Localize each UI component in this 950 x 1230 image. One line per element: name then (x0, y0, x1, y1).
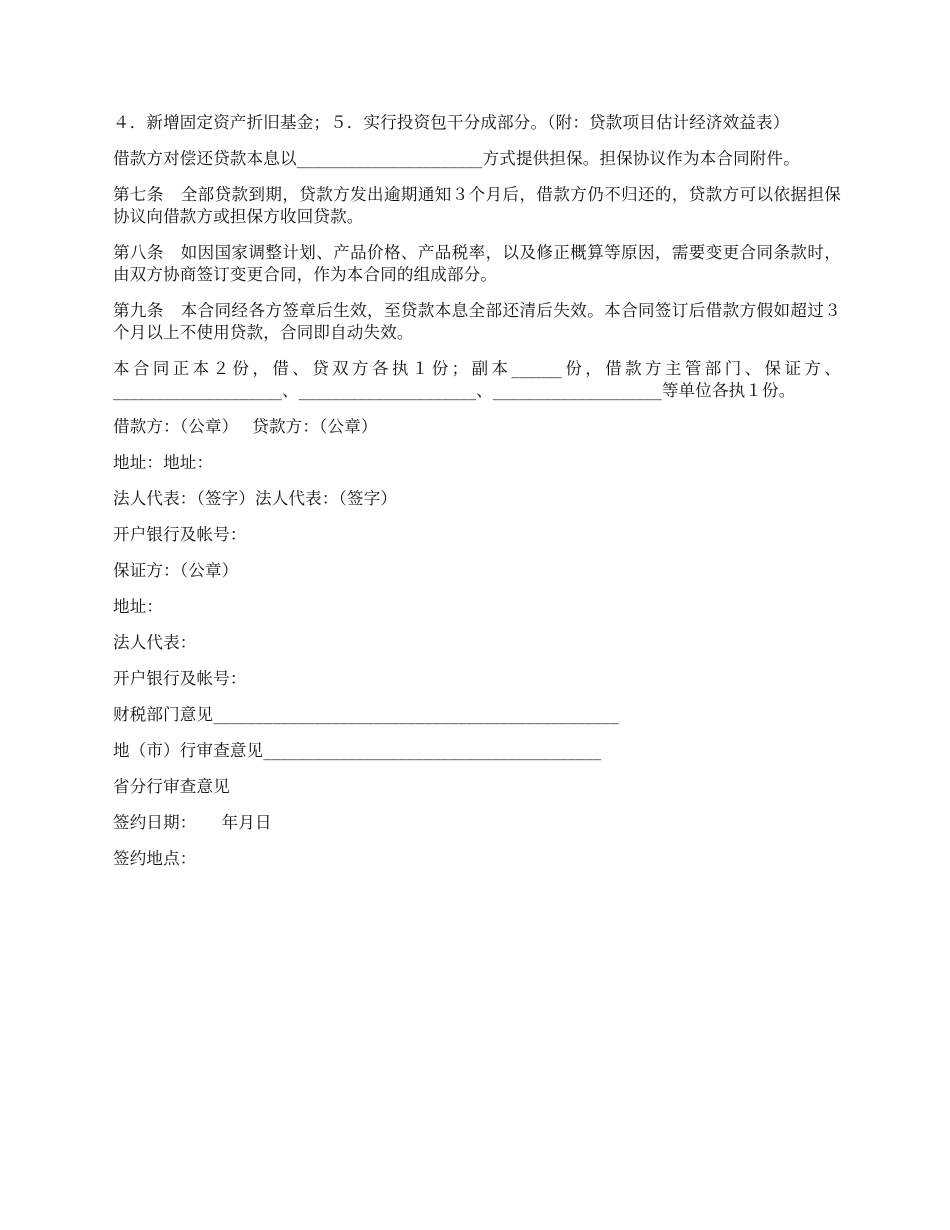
paragraph-guarantee: 借款方对偿还贷款本息以______________________方式提供担保。担保协议作为本合同附件。 (113, 149, 800, 168)
signature-bank-account: 开户银行及帐号： (113, 525, 247, 544)
guarantor-legal-representative: 法人代表： (113, 633, 197, 652)
paragraph-article-9: 第九条 本合同经各方签章后生效，至贷款本息全部还清后失效。本合同签订后借款方假如超过３个月以上不使用贷款，合同即自动失效。 (113, 301, 841, 342)
signature-legal-representatives: 法人代表：（签字）法人代表：（签字） (113, 489, 398, 508)
guarantor-seal: 保证方：（公章） (113, 561, 239, 580)
city-branch-review-opinion: 地（市）行审查意见________________________________________ (113, 741, 602, 760)
paragraph-repayment-sources: ４．新增固定资产折旧基金；５．实行投资包干分成部分。（附：贷款项目估计经济效益表） (113, 113, 790, 132)
signing-place: 签约地点： (113, 849, 197, 868)
signature-borrower-lender-seal: 借款方：（公章） 贷款方：（公章） (113, 417, 378, 436)
signature-address: 地址：地址： (113, 453, 214, 472)
guarantor-bank-account: 开户银行及帐号： (113, 669, 247, 688)
paragraph-article-7: 第七条 全部贷款到期，贷款方发出逾期通知３个月后，借款方仍不归还的，贷款方可以依据担保协议向借款方或担保方收回贷款。 (113, 185, 841, 226)
provincial-branch-review-opinion: 省分行审查意见 (113, 777, 230, 796)
finance-tax-opinion: 财税部门意见________________________________________________ (113, 705, 619, 724)
paragraph-copies: 本合同正本２份，借、贷双方各执１份；副本______份，借款方主管部门、保证方、____________________、_____________________、____________________等单位各执１份。 (113, 359, 841, 400)
signing-date: 签约日期： 年月日 (113, 813, 272, 832)
guarantor-address: 地址： (113, 597, 164, 616)
paragraph-article-8: 第八条 如因国家调整计划、产品价格、产品税率，以及修正概算等原因，需要变更合同条款时，由双方协商签订变更合同，作为本合同的组成部分。 (113, 243, 841, 284)
document-page (113, 112, 841, 884)
